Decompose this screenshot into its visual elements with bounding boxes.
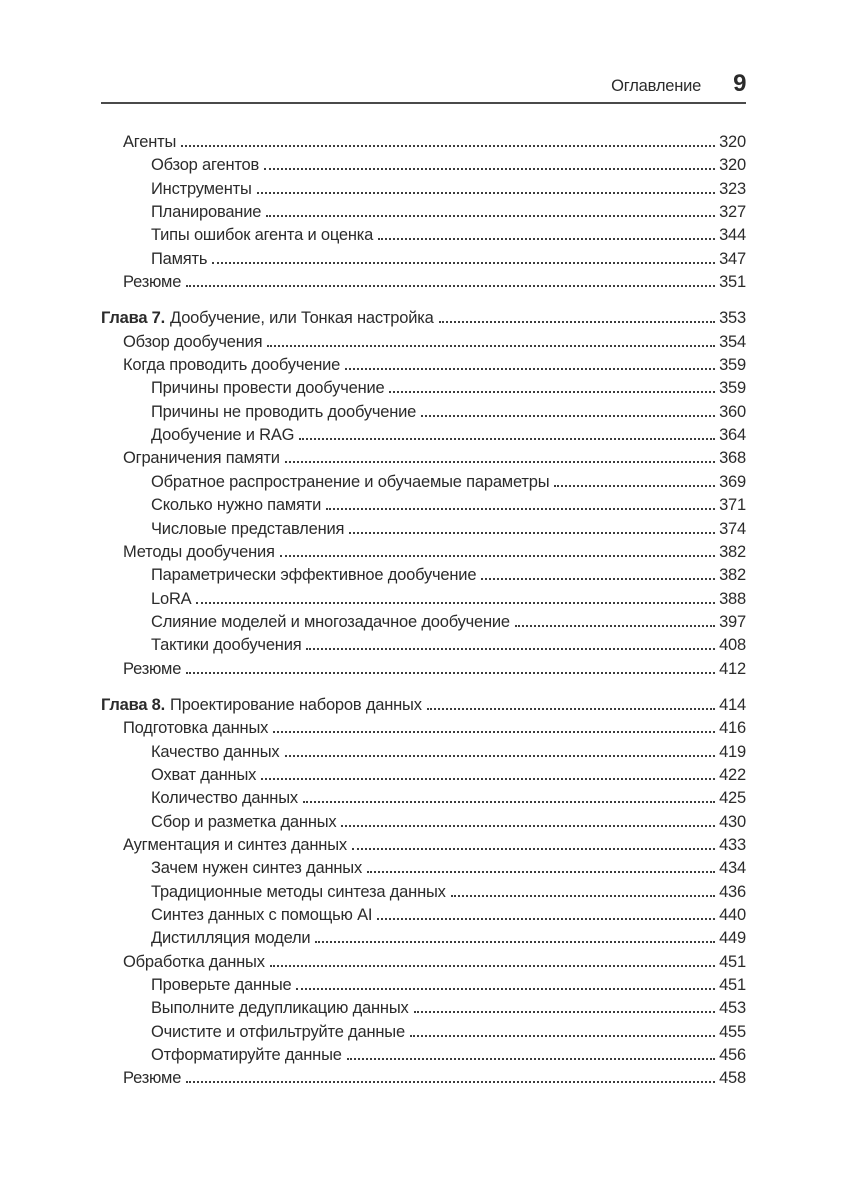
toc-entry <box>101 658 746 681</box>
toc-entry-page: 408 <box>719 636 746 655</box>
toc-entry <box>101 224 746 247</box>
toc-entry-title: Память <box>151 249 208 268</box>
toc-entry-page: 440 <box>719 906 746 924</box>
toc-entry-title: Сколько нужно памяти <box>151 496 322 515</box>
dot-leader <box>421 413 715 417</box>
toc-entry-title: Зачем нужен синтез данных <box>151 859 362 878</box>
dot-leader <box>515 623 715 627</box>
dot-leader <box>299 436 715 440</box>
toc-entry-page: 382 <box>719 542 746 561</box>
dot-leader <box>296 986 715 990</box>
dot-leader <box>349 530 715 534</box>
dot-leader <box>427 706 715 710</box>
toc-entry-page: 451 <box>719 976 746 995</box>
dot-leader <box>306 646 715 650</box>
dot-leader <box>181 143 715 147</box>
toc-entry-page: 414 <box>719 695 746 714</box>
toc-entry-title: LoRA <box>151 589 192 608</box>
toc-entry <box>101 1067 746 1090</box>
dot-leader <box>367 869 715 873</box>
toc-entry-title: Выполните дедупликацию данных <box>151 999 409 1018</box>
toc-chapter-entry <box>101 694 746 717</box>
toc-entry-page: 364 <box>719 426 746 445</box>
toc-entry <box>101 951 746 974</box>
toc-entry <box>101 834 746 857</box>
toc-entry <box>101 471 746 494</box>
dot-leader <box>212 260 715 264</box>
toc-entry-page: 412 <box>719 659 746 678</box>
toc-entry-title: Очистите и отфильтруйте данные <box>151 1022 405 1041</box>
page-header <box>101 70 746 98</box>
toc-entry-page: 419 <box>719 742 746 761</box>
toc-entry-page: 433 <box>719 835 746 854</box>
toc-entry <box>101 927 746 950</box>
toc-entry <box>101 401 746 424</box>
toc-entry-page: 451 <box>719 952 746 971</box>
dot-leader <box>347 1056 715 1060</box>
dot-leader <box>377 916 715 920</box>
dot-leader <box>352 846 715 850</box>
toc-entry-page: 371 <box>719 496 746 515</box>
dot-leader <box>285 753 716 757</box>
dot-leader <box>186 1079 715 1083</box>
toc-entry-title: Причины не проводить дообучение <box>151 402 417 421</box>
toc-entry-title: Проверьте данные <box>151 976 292 995</box>
toc-entry <box>101 811 746 834</box>
toc-entry <box>101 611 746 634</box>
toc-entry <box>101 518 746 541</box>
toc-entry <box>101 904 746 927</box>
toc-entry <box>101 131 746 154</box>
toc-entry <box>101 1021 746 1044</box>
toc-entry-title: Планирование <box>151 203 262 222</box>
toc-entry-page: 455 <box>719 1022 746 1041</box>
toc-entry-page: 327 <box>719 203 746 222</box>
toc-entry-title: Инструменты <box>151 179 252 198</box>
toc-entry <box>101 354 746 377</box>
toc-entry-title: Сбор и разметка данных <box>151 812 337 831</box>
dot-leader <box>481 576 715 580</box>
toc-entry-page: 359 <box>719 379 746 398</box>
toc-entry <box>101 717 746 740</box>
toc-entry-page: 323 <box>719 179 746 198</box>
dot-leader <box>270 963 715 967</box>
toc-entry-page: 434 <box>719 859 746 878</box>
toc-entry-title: Подготовка данных <box>123 719 269 738</box>
toc-entry-page: 368 <box>719 449 746 468</box>
toc-entry-page: 353 <box>719 309 746 328</box>
toc-entry-title: Охват данных <box>151 765 257 784</box>
dot-leader <box>196 600 715 604</box>
toc-entry-title: Методы дообучения <box>123 542 275 561</box>
dot-leader <box>341 823 715 827</box>
dot-leader <box>378 236 715 240</box>
toc-entry-page: 436 <box>719 882 746 901</box>
toc-entry-title: Традиционные методы синтеза данных <box>151 882 446 901</box>
toc-chapter-entry <box>101 307 746 330</box>
toc-entry <box>101 741 746 764</box>
dot-leader <box>414 1009 716 1013</box>
toc-entry-page: 344 <box>719 226 746 245</box>
toc-entry-title: Резюме <box>123 1069 182 1088</box>
toc-entry-page: 360 <box>719 402 746 421</box>
dot-leader <box>554 483 715 487</box>
toc-entry-page: 453 <box>719 999 746 1018</box>
toc-entry <box>101 634 746 657</box>
running-title: Оглавление <box>611 77 702 95</box>
toc-entry-title: Синтез данных с помощью AI <box>151 906 373 924</box>
toc-entry-page: 374 <box>719 519 746 538</box>
header-rule <box>101 102 746 104</box>
toc-entry-page: 416 <box>719 719 746 738</box>
toc-entry <box>101 494 746 517</box>
dot-leader <box>186 670 715 674</box>
toc-entry <box>101 331 746 354</box>
dot-leader <box>345 366 715 370</box>
dot-leader <box>439 319 715 323</box>
toc-entry <box>101 997 746 1020</box>
toc-entry <box>101 201 746 224</box>
toc-entry-page: 382 <box>719 566 746 585</box>
toc-entry-page: 369 <box>719 472 746 491</box>
chapter-prefix: Глава 8. <box>101 695 166 714</box>
toc-entry-title: Дообучение и RAG <box>151 426 295 445</box>
toc-entry-page: 354 <box>719 332 746 351</box>
toc-entry-page: 397 <box>719 612 746 631</box>
toc-entry-page: 422 <box>719 765 746 784</box>
toc-entry-page: 388 <box>719 589 746 608</box>
dot-leader <box>273 729 715 733</box>
toc-entry-page: 449 <box>719 929 746 948</box>
toc-entry-page: 430 <box>719 812 746 831</box>
toc-entry-title: Дообучение, или Тонкая настройка <box>170 309 434 328</box>
dot-leader <box>261 776 715 780</box>
toc-entry-title: Типы ошибок агента и оценка <box>151 226 374 245</box>
toc-entry <box>101 271 746 294</box>
toc-entry-title: Резюме <box>123 273 182 292</box>
dot-leader <box>266 213 715 217</box>
toc-entry-title: Ограничения памяти <box>123 449 280 468</box>
toc-entry-title: Обзор дообучения <box>123 332 263 351</box>
toc-entry <box>101 974 746 997</box>
toc-entry-title: Обработка данных <box>123 952 265 971</box>
dot-leader <box>389 389 715 393</box>
toc-entry <box>101 764 746 787</box>
dot-leader <box>257 190 715 194</box>
toc-entry-title: Количество данных <box>151 789 298 808</box>
dot-leader <box>264 166 715 170</box>
toc-entry-title: Отформатируйте данные <box>151 1046 342 1065</box>
toc-entry-page: 347 <box>719 249 746 268</box>
toc-entry <box>101 787 746 810</box>
toc-entry-title: Слияние моделей и многозадачное дообучение <box>151 612 510 631</box>
toc-entry-title: Обратное распространение и обучаемые параметры <box>151 472 550 491</box>
dot-leader <box>410 1033 715 1037</box>
toc-entry-page: 320 <box>719 133 746 151</box>
toc-entry <box>101 447 746 470</box>
toc-entry <box>101 541 746 564</box>
toc-list <box>101 131 746 1091</box>
chapter-prefix: Глава 7. <box>101 309 166 328</box>
toc-entry <box>101 881 746 904</box>
toc-entry <box>101 178 746 201</box>
toc-entry-title: Дистилляция модели <box>151 929 311 948</box>
toc-entry-title: Качество данных <box>151 742 280 761</box>
toc-entry-page: 458 <box>719 1069 746 1088</box>
toc-entry <box>101 424 746 447</box>
dot-leader <box>303 799 715 803</box>
toc-entry-title: Агенты <box>123 133 177 151</box>
toc-entry-title: Проектирование наборов данных <box>170 695 422 714</box>
toc-entry-title: Когда проводить дообучение <box>123 356 341 375</box>
toc-entry <box>101 377 746 400</box>
toc-entry-page: 359 <box>719 356 746 375</box>
dot-leader <box>280 553 715 557</box>
toc-entry-page: 425 <box>719 789 746 808</box>
toc-entry <box>101 588 746 611</box>
dot-leader <box>326 506 715 510</box>
page-number: 9 <box>733 70 746 97</box>
toc-entry-title: Обзор агентов <box>151 156 260 175</box>
toc-entry-page: 456 <box>719 1046 746 1065</box>
toc-entry-page: 351 <box>719 273 746 292</box>
dot-leader <box>285 459 715 463</box>
dot-leader <box>186 283 715 287</box>
toc-entry-title: Аугментация и синтез данных <box>123 835 347 854</box>
dot-leader <box>315 939 715 943</box>
toc-entry <box>101 154 746 177</box>
dot-leader <box>267 343 715 347</box>
toc-entry-title: Резюме <box>123 659 182 678</box>
toc-entry-title: Тактики дообучения <box>151 636 302 655</box>
toc-entry-title: Причины провести дообучение <box>151 379 385 398</box>
toc-entry <box>101 1044 746 1067</box>
toc-entry <box>101 564 746 587</box>
toc-entry-title: Параметрически эффективное дообучение <box>151 566 477 585</box>
toc-entry <box>101 857 746 880</box>
toc-entry-title: Числовые представления <box>151 519 345 538</box>
toc-entry-page: 320 <box>719 156 746 175</box>
dot-leader <box>451 893 715 897</box>
toc-entry <box>101 248 746 271</box>
